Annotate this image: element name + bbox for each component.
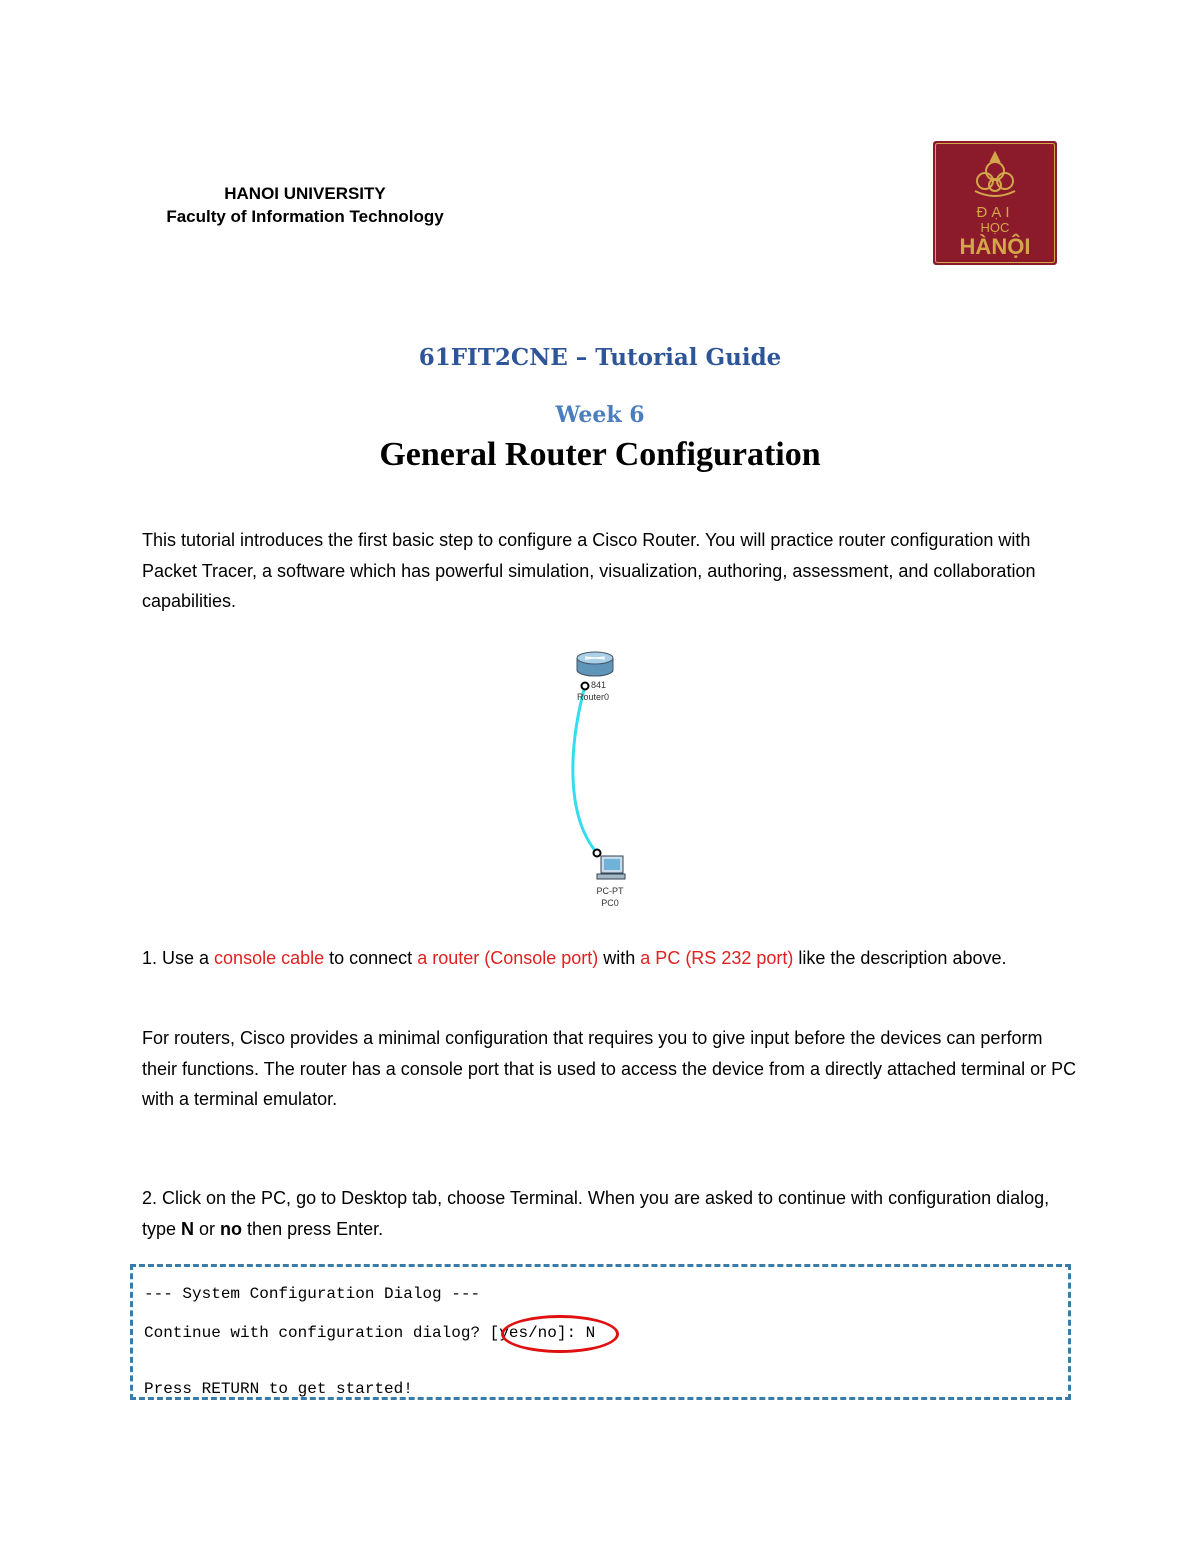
step-1-router: a router (Console port) — [417, 948, 599, 968]
pc-name-label: PC0 — [601, 898, 619, 908]
step-1-suffix: like the description above. — [793, 948, 1007, 968]
hanoi-university-logo — [933, 141, 1057, 265]
step-2-key2: no — [220, 1218, 243, 1239]
console-output-box — [130, 1264, 1071, 1400]
console-line-1: --- System Configuration Dialog --- — [144, 1285, 481, 1303]
step-2-prefix: 2. Click on the PC, go to Desktop tab, choose Terminal. When you are asked to continue with configuration dialog, type — [142, 1188, 1050, 1239]
week-label: Week 6 — [555, 402, 645, 428]
console-port-paragraph: For routers, Cisco provides a minimal configuration that requires you to give input before the devices can perform their functions. The router has a console port that is used to access the device from a directly attached terminal or PC with a terminal emulator. — [142, 1028, 1077, 1109]
router-name-label: Router0 — [577, 692, 610, 702]
step-1-cable: console cable — [214, 948, 325, 968]
router-model-label: 841 — [591, 680, 607, 690]
step-2-suffix: then press Enter. — [242, 1218, 384, 1239]
step-1-mid2: with — [598, 948, 641, 968]
step-2-key1: N — [181, 1218, 195, 1239]
university-header — [150, 182, 460, 228]
step-2-paragraph — [142, 1183, 1082, 1244]
faculty-name: Faculty of Information Technology — [166, 207, 444, 226]
page-title: General Router Configuration — [379, 436, 821, 473]
step-1-pc: a PC (RS 232 port) — [640, 948, 794, 968]
pc-model-label: PC-PT — [596, 886, 624, 896]
step-1-paragraph — [142, 943, 1082, 974]
step-2-mid: or — [194, 1218, 221, 1239]
router-icon — [577, 652, 613, 676]
logo-text-line1: ĐẠI — [976, 204, 1014, 221]
pc-icon — [597, 856, 625, 879]
logo-text-line2: HỌC — [980, 220, 1010, 235]
step-1-prefix: 1. Use a — [142, 948, 215, 968]
console-line-3: Press RETURN to get started! — [144, 1380, 413, 1398]
highlight-oval — [501, 1315, 619, 1353]
network-diagram — [555, 645, 645, 915]
console-cable — [573, 686, 597, 853]
university-name: HANOI UNIVERSITY — [224, 184, 386, 203]
console-line-2: Continue with configuration dialog? [yes/no]: N — [144, 1324, 596, 1342]
intro-paragraph: This tutorial introduces the first basic step to configure a Cisco Router. You will practice router configuration with Packet Tracer, a software which has powerful simulation, visualization, authoring, assessment, and collaboration capabilities. — [142, 530, 1036, 611]
course-title: 61FIT2CNE – Tutorial Guide — [418, 344, 782, 371]
step-1-mid1: to connect — [324, 948, 418, 968]
logo-text-line3: HÀNỘI — [959, 234, 1031, 259]
